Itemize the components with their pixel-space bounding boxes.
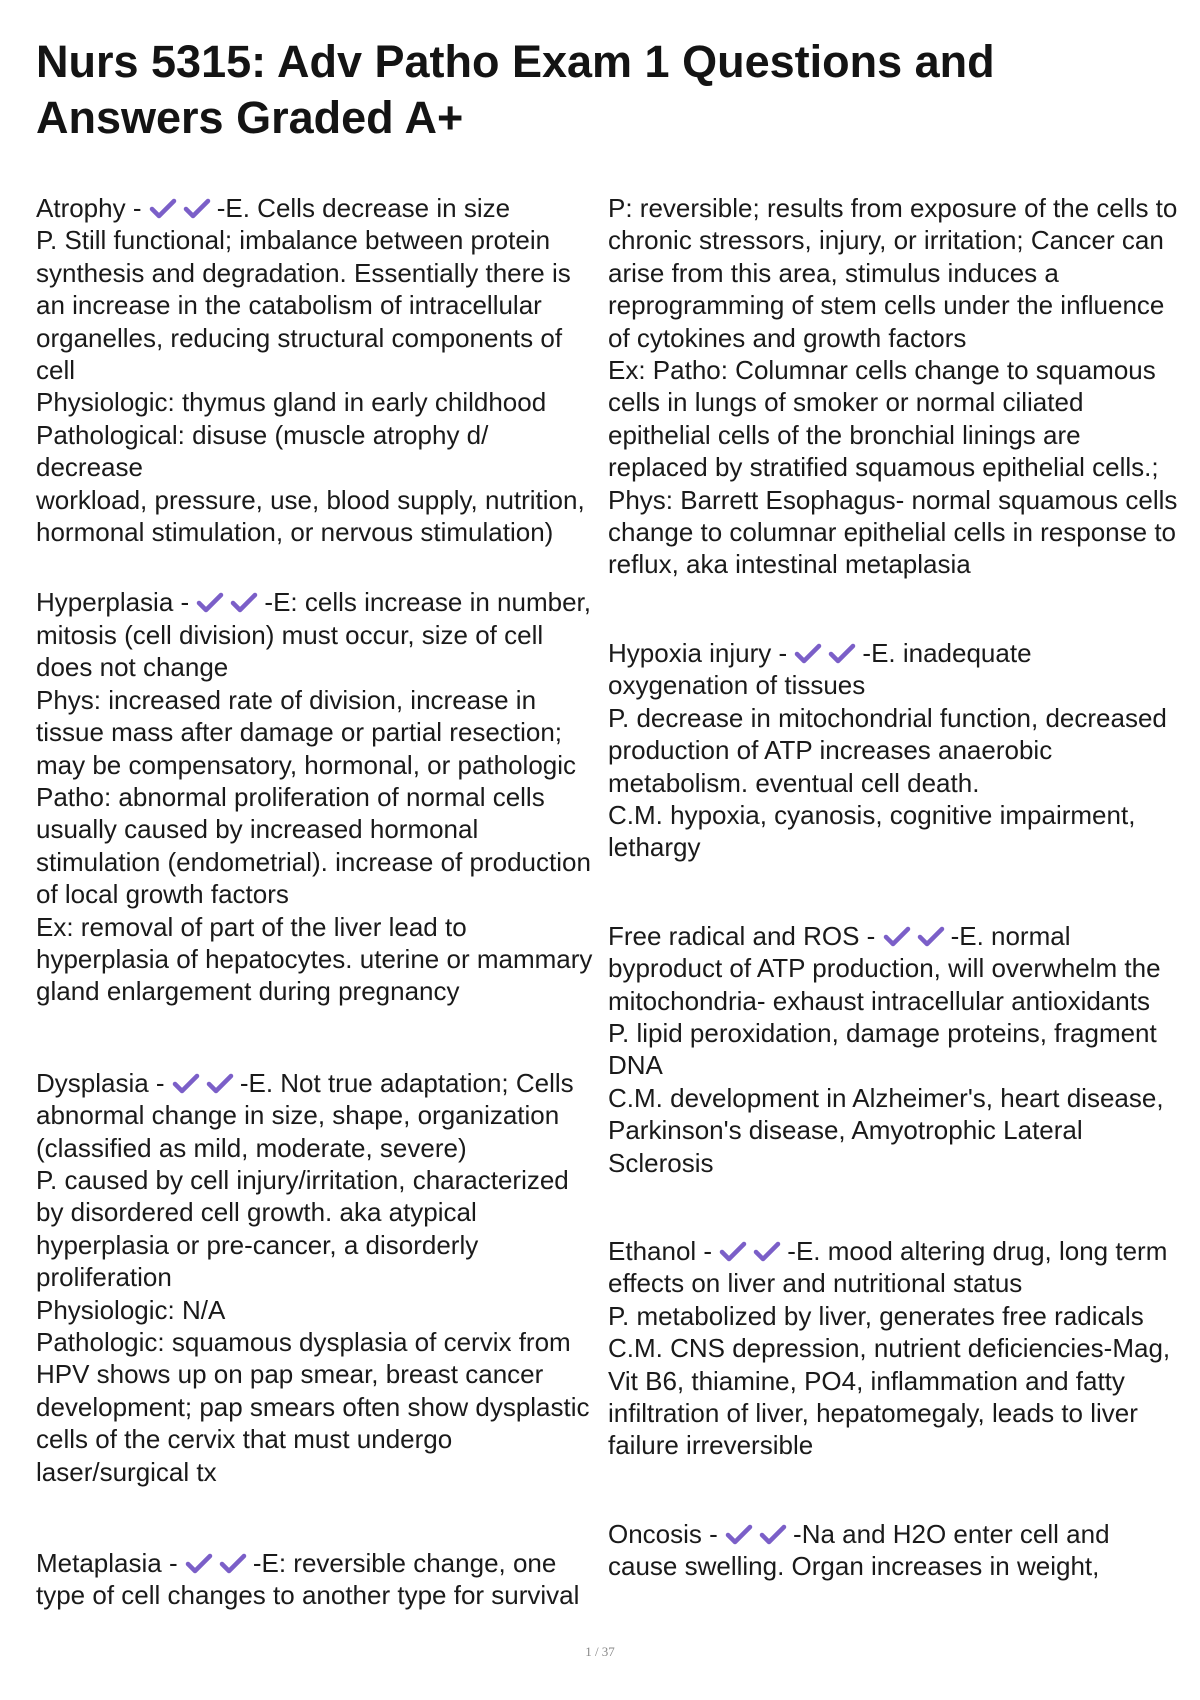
entry-line: of cytokines and growth factors: [608, 322, 967, 353]
checkmark-icon: [759, 1524, 793, 1546]
entry-line: abnormal change in size, shape, organization: [36, 1100, 560, 1131]
entry-line: HPV shows up on pap smear, breast cancer: [36, 1359, 544, 1390]
entry-answer-start: -E: reversible change, one: [252, 1548, 557, 1579]
qa-entry: [608, 1235, 1178, 1462]
entry-line: DNA: [608, 1050, 663, 1081]
entry-line: cell: [36, 355, 76, 386]
entry-line: Ex: removal of part of the liver lead to: [36, 911, 467, 942]
entry-line: replaced by stratified squamous epithelial cells.;: [608, 452, 1159, 483]
entry-line: change to columnar epithelial cells in response to: [608, 517, 1177, 548]
entry-heading-line: [608, 637, 1178, 669]
entry-line: P. caused by cell injury/irritation, characterized: [36, 1164, 569, 1195]
entry-term: Ethanol -: [608, 1235, 720, 1266]
entry-line: laser/surgical tx: [36, 1456, 217, 1487]
checkmark-icon: [719, 1241, 753, 1263]
entry-term: Dysplasia -: [36, 1067, 172, 1098]
entry-line: reflux, aka intestinal metaplasia: [608, 549, 971, 580]
entry-line: metabolism. eventual cell death.: [608, 767, 980, 798]
entry-answer-start: -E: cells increase in number,: [264, 587, 591, 618]
entry-line: by disordered cell growth. aka atypical: [36, 1197, 477, 1228]
entry-answer-start: -E. inadequate: [862, 637, 1032, 668]
entry-line: development; pap smears often show dysplastic: [36, 1391, 590, 1422]
entry-line: stimulation (endometrial). increase of production: [36, 846, 591, 877]
entry-line: cells in lungs of smoker or normal ciliated: [608, 387, 1084, 418]
entry-line: Sclerosis: [608, 1147, 714, 1178]
entry-line: epithelial cells of the bronchial linings are: [608, 419, 1081, 450]
qa-entry: [36, 586, 602, 1007]
entry-line: Physiologic: thymus gland in early childhood: [36, 387, 547, 418]
entry-line: Pathologic: squamous dysplasia of cervix from: [36, 1327, 571, 1357]
entry-line: an increase in the catabolism of intracellular: [36, 290, 542, 321]
checkmark-icon: [794, 643, 828, 665]
entry-line: synthesis and degradation. Essentially there is: [36, 257, 571, 288]
page-number: 1 / 37: [585, 1644, 615, 1659]
checkmark-icon: [196, 592, 230, 614]
entry-line: Ex: Patho: Columnar cells change to squamous: [608, 355, 1156, 386]
checkmark-icon: [149, 198, 183, 220]
entry-line: organelles, reducing structural components of: [36, 322, 563, 353]
entry-line: hormonal stimulation, or nervous stimulation): [36, 517, 554, 548]
checkmark-icon: [917, 926, 951, 948]
right-column: [608, 192, 1178, 1583]
entry-line: C.M. CNS depression, nutrient deficiencies-Mag,: [608, 1333, 1171, 1364]
entry-line: reprogramming of stem cells under the influence: [608, 290, 1165, 321]
checkmark-icon: [725, 1524, 759, 1546]
qa-entry: [36, 1547, 602, 1612]
entry-term: Atrophy -: [36, 193, 149, 223]
entry-line: of local growth factors: [36, 879, 289, 910]
entry-line: cause swelling. Organ increases in weight,: [608, 1551, 1100, 1582]
entry-term: Metaplasia -: [36, 1548, 185, 1579]
entry-heading-line: [608, 1518, 1178, 1550]
entry-line: P. Still functional; imbalance between protein: [36, 225, 551, 256]
checkmark-icon: [206, 1073, 240, 1095]
checkmark-icon: [172, 1073, 206, 1095]
entry-line: tissue mass after damage or partial resection;: [36, 717, 563, 748]
entry-line: may be compensatory, hormonal, or pathologic: [36, 749, 577, 780]
entry-answer-start: -E. mood altering drug, long term: [787, 1235, 1168, 1266]
entry-line: P. decrease in mitochondrial function, decreased: [608, 702, 1167, 733]
entry-line: hyperplasia of hepatocytes. uterine or mammary: [36, 943, 593, 974]
entry-line: failure irreversible: [608, 1430, 814, 1461]
entry-term: Hypoxia injury -: [608, 637, 795, 668]
checkmark-icon: [185, 1553, 219, 1575]
entry-line: (classified as mild, moderate, severe): [36, 1132, 467, 1163]
entry-line: cells of the cervix that must undergo: [36, 1424, 453, 1455]
qa-entry: [36, 192, 602, 548]
entry-answer-start: -E. normal: [950, 920, 1071, 951]
entry-answer-start: -Na and H2O enter cell and: [793, 1518, 1110, 1549]
entry-heading-line: [36, 1547, 602, 1579]
entry-line: C.M. development in Alzheimer's, heart disease,: [608, 1082, 1164, 1113]
entry-line: Patho: abnormal proliferation of normal cells: [36, 781, 545, 812]
qa-entry: [608, 920, 1178, 1179]
entry-line: C.M. hypoxia, cyanosis, cognitive impairment,: [608, 799, 1136, 830]
checkmark-icon: [828, 643, 862, 665]
entry-line: P. lipid peroxidation, damage proteins, fragment: [608, 1017, 1157, 1048]
metaplasia-continuation: [608, 192, 1178, 581]
entry-line: byproduct of ATP production, will overwhelm the: [608, 953, 1161, 984]
entry-line: Pathological: disuse (muscle atrophy d/ decrease: [36, 419, 489, 483]
entry-heading-line: [36, 192, 602, 224]
entry-term: Hyperplasia -: [36, 587, 197, 618]
document-title: Nurs 5315: Adv Patho Exam 1 Questions and Answers Graded A+: [36, 36, 995, 143]
entry-line: proliferation: [36, 1262, 172, 1293]
entry-line: Phys: Barrett Esophagus- normal squamous cells: [608, 484, 1178, 515]
entry-line: infiltration of liver, hepatomegaly, leads to liver: [608, 1398, 1138, 1428]
entry-answer-start: -E. Not true adaptation; Cells: [239, 1067, 574, 1098]
entry-heading-line: [36, 586, 602, 618]
entry-line: arise from this area, stimulus induces a: [608, 257, 1059, 288]
qa-entry: [608, 1518, 1178, 1583]
entry-line: gland enlargement during pregnancy: [36, 976, 460, 1007]
entry-line: oxygenation of tissues: [608, 670, 866, 701]
entry-heading-line: [36, 1067, 602, 1099]
entry-line: Physiologic: N/A: [36, 1294, 226, 1325]
entry-line: hyperplasia or pre-cancer, a disorderly: [36, 1229, 479, 1260]
qa-entry: [608, 637, 1178, 864]
checkmark-icon: [183, 198, 217, 220]
entry-line: does not change: [36, 652, 229, 683]
qa-entry: [36, 1067, 602, 1488]
entry-line: Phys: increased rate of division, increase in: [36, 684, 537, 715]
entry-line: P. metabolized by liver, generates free radicals: [608, 1300, 1144, 1331]
entry-line: mitosis (cell division) must occur, size of cell: [36, 619, 544, 650]
entry-line: effects on liver and nutritional status: [608, 1268, 1023, 1299]
left-column: [36, 192, 602, 1612]
entry-term: Oncosis -: [608, 1518, 726, 1549]
entry-answer-start: -E. Cells decrease in size: [216, 193, 511, 223]
entry-line: production of ATP increases anaerobic: [608, 735, 1053, 766]
entry-line: type of cell changes to another type for survival: [36, 1580, 580, 1611]
entry-line: Parkinson's disease, Amyotrophic Lateral: [608, 1115, 1083, 1146]
entry-line: workload, pressure, use, blood supply, nutrition,: [36, 484, 585, 515]
entry-line: lethargy: [608, 832, 701, 863]
checkmark-icon: [883, 926, 917, 948]
checkmark-icon: [230, 592, 264, 614]
entry-line: Vit B6, thiamine, PO4, inflammation and fatty: [608, 1365, 1125, 1396]
entry-heading-line: [608, 1235, 1178, 1267]
checkmark-icon: [219, 1553, 253, 1575]
entry-term: Free radical and ROS -: [608, 920, 883, 951]
entry-line: usually caused by increased hormonal: [36, 814, 479, 845]
entry-heading-line: [608, 920, 1178, 952]
checkmark-icon: [753, 1241, 787, 1263]
entry-line: chronic stressors, injury, or irritation; Cancer can: [608, 225, 1164, 256]
entry-line: P: reversible; results from exposure of the cells to: [608, 193, 1178, 223]
entry-line: mitochondria- exhaust intracellular antioxidants: [608, 985, 1150, 1016]
